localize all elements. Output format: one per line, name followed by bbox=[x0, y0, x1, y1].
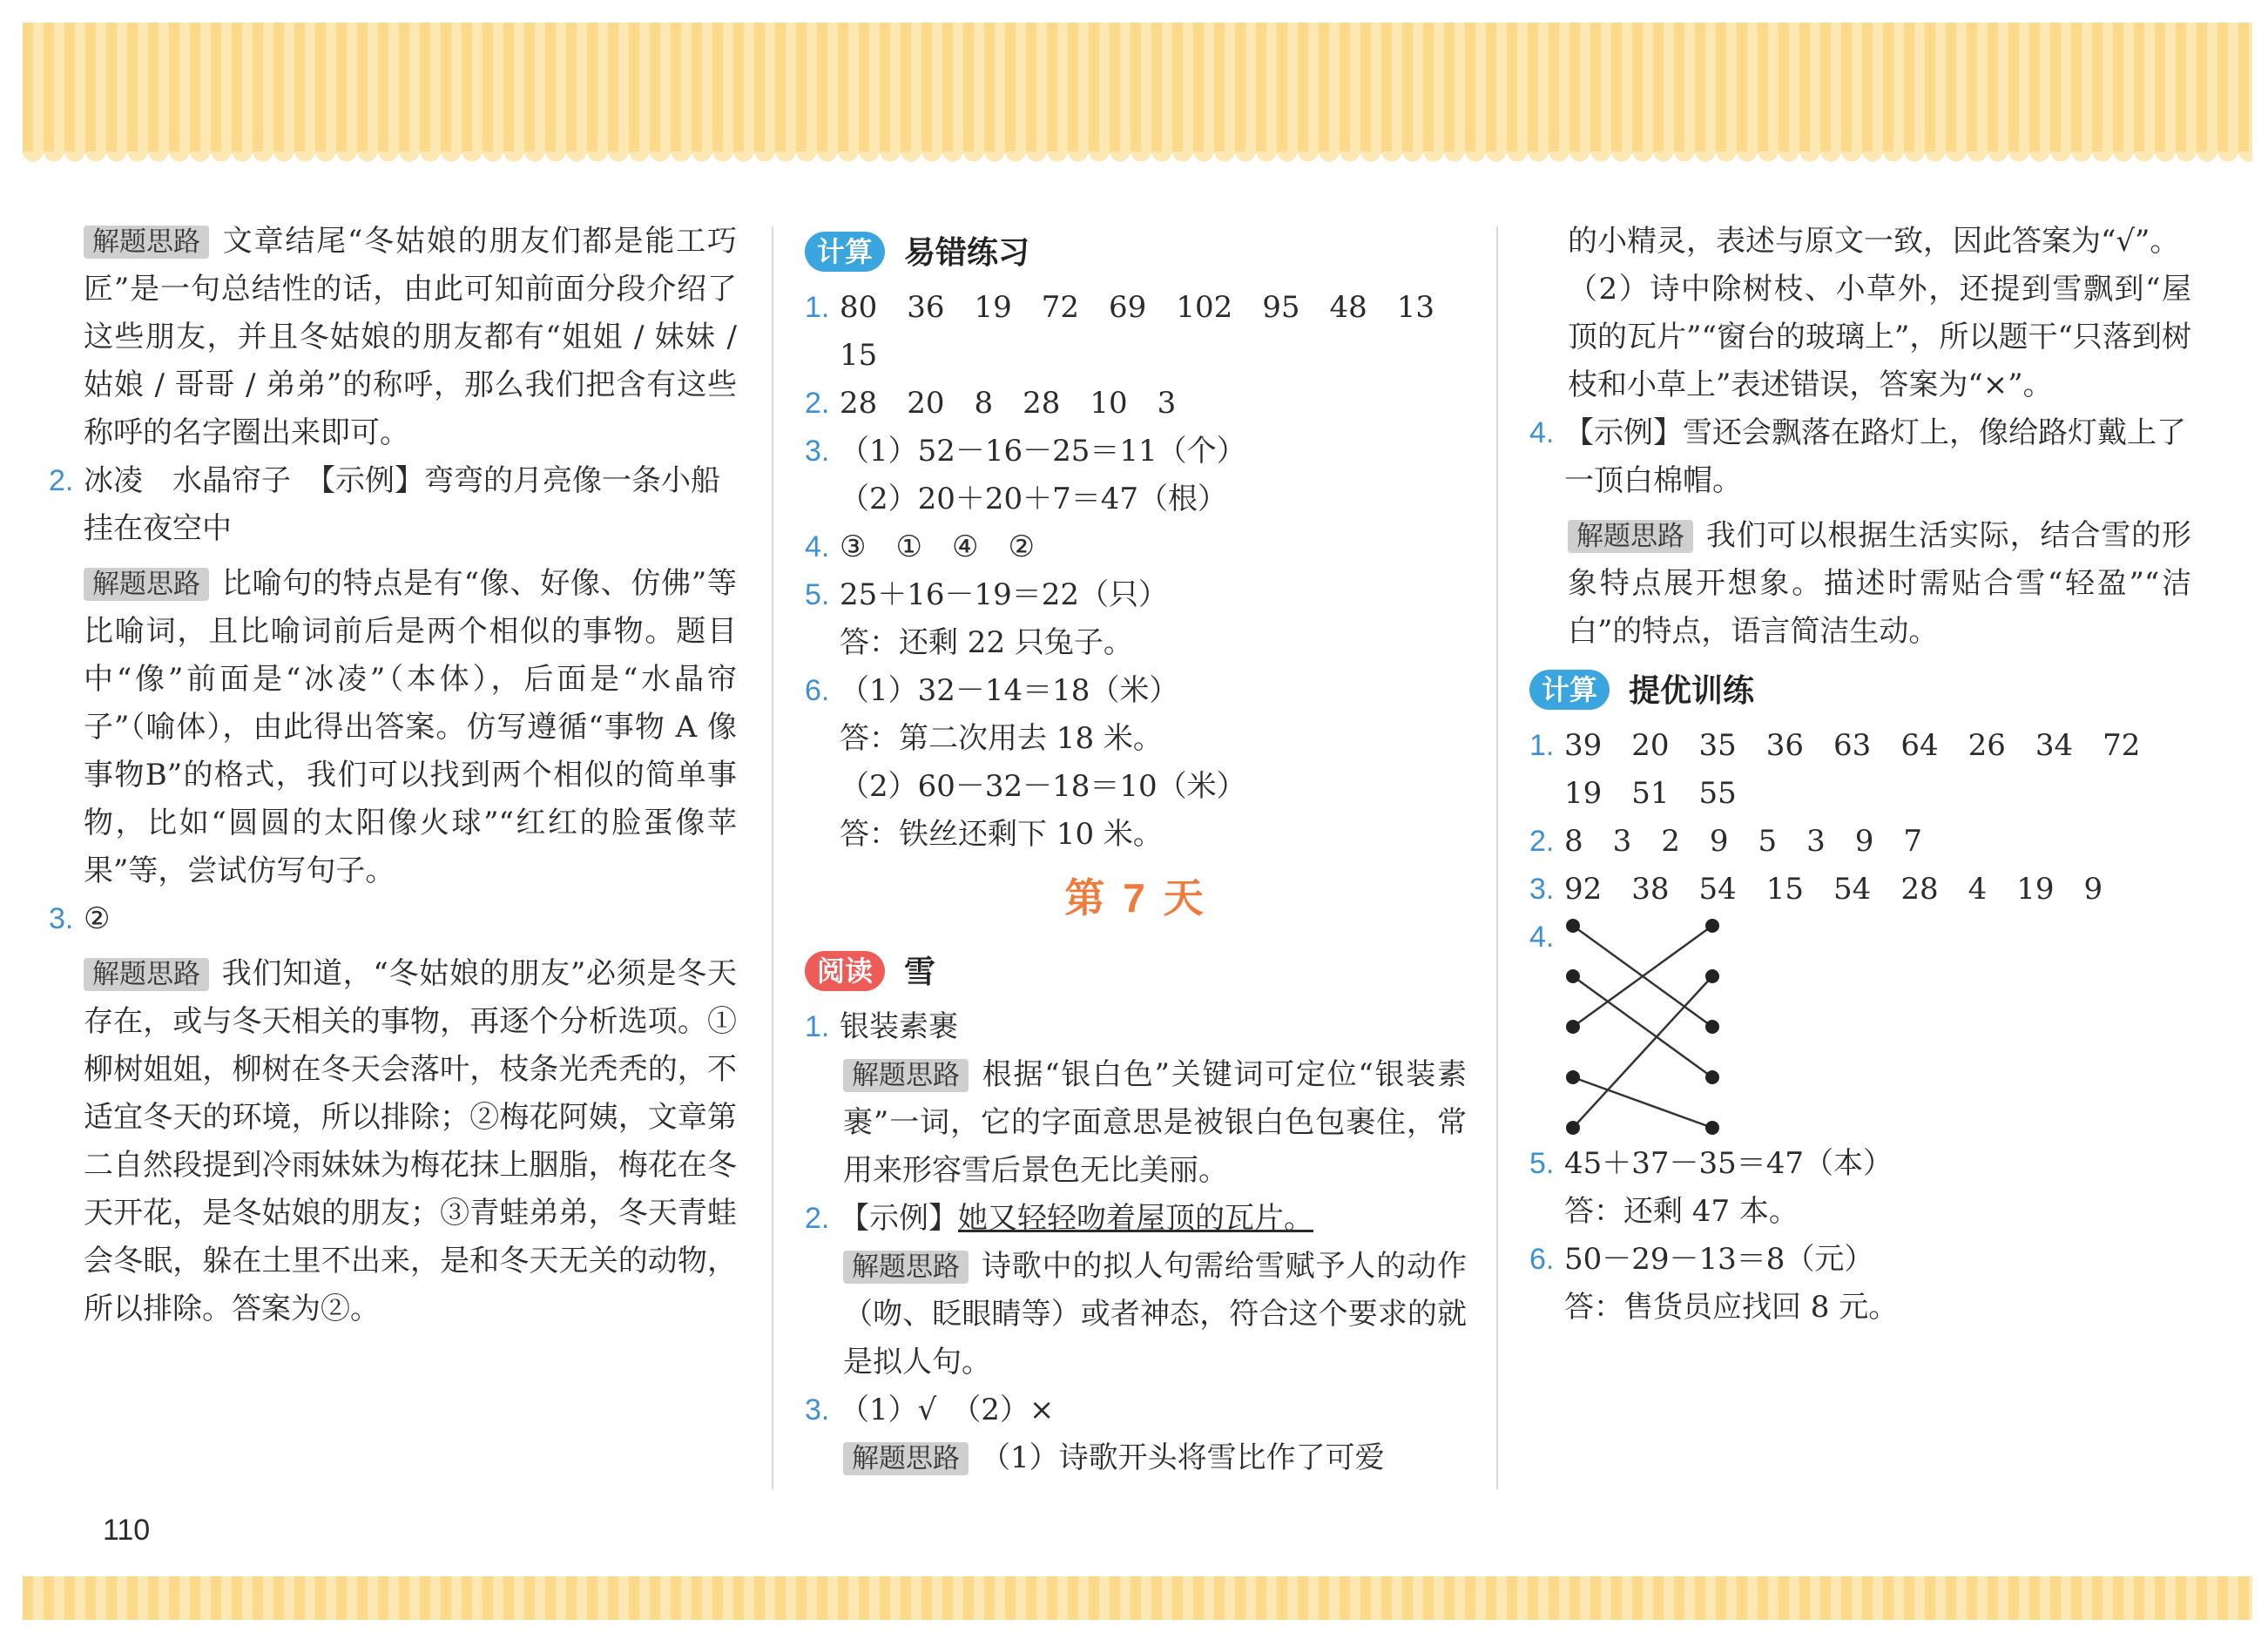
answer-item bbox=[805, 523, 1467, 571]
section-tag: 计算 bbox=[1529, 670, 1610, 710]
answer-item bbox=[1529, 770, 2191, 818]
hint-badge: 解题思路 bbox=[84, 568, 209, 601]
matching-diagram bbox=[1564, 914, 1756, 1140]
hint-paragraph: 解题思路 诗歌中的拟人句需给雪赋予人的动作（吻、眨眼睛等）或者神态，符合这个要求的就是拟人句。 bbox=[843, 1249, 1467, 1379]
answer-list bbox=[1529, 1140, 2191, 1332]
header-banner bbox=[23, 23, 2252, 153]
answer-item bbox=[805, 476, 1467, 523]
answer-item bbox=[805, 284, 1467, 380]
item-text: 答：还剩 22 只兔子。 bbox=[840, 625, 1133, 660]
match-line bbox=[1573, 976, 1712, 1128]
answer-item bbox=[805, 763, 1467, 811]
answer-item: 2. 【示例】 她又轻轻吻着屋顶的瓦片。 bbox=[805, 1201, 1313, 1236]
answer-item bbox=[1529, 722, 2191, 770]
item-text: 45＋37－35＝47（本） bbox=[1564, 1146, 1893, 1181]
match-dot bbox=[1566, 1121, 1580, 1135]
answer-item bbox=[1529, 1236, 2191, 1284]
column-divider bbox=[772, 226, 773, 1489]
day-title: 第 7 天 bbox=[1064, 875, 1207, 921]
item-number: 4. bbox=[805, 530, 830, 563]
answer-item bbox=[805, 667, 1467, 715]
item-text: ③ ① ④ ② bbox=[840, 529, 1035, 564]
answer-item bbox=[805, 571, 1467, 619]
item-number bbox=[1529, 1284, 1564, 1332]
item-text: （2）20＋20＋7＝47（根） bbox=[840, 482, 1228, 516]
section-title: 雪 bbox=[904, 953, 936, 989]
match-dot bbox=[1705, 919, 1719, 933]
footer-band bbox=[23, 1576, 2252, 1620]
hint-paragraph: 解题思路 我们知道，“冬姑娘的朋友”必须是冬天存在，或与冬天相关的事物，再逐个分析选项。①柳树姐姐，柳树在冬天会落叶，枝条光秃秃的，不适宜冬天的环境，所以排除；②梅花阿姨，文章第二自然段提到冷雨妹妹为梅花抹上胭脂，梅花在冬天开花，是冬姑娘的朋友；③青蛙弟弟，冬天青蛙会冬眠，躲在土里不出来，是和冬天无关的动物，所以排除。答案为②。 bbox=[84, 956, 737, 1326]
answer-item bbox=[1529, 1140, 2191, 1188]
column-right bbox=[1529, 218, 2191, 1332]
item-text: 8 3 2 9 5 3 9 7 bbox=[1564, 824, 1923, 859]
hint-badge: 解题思路 bbox=[84, 226, 209, 259]
item-number: 3. bbox=[1529, 873, 1555, 906]
answer-item bbox=[1529, 1188, 2191, 1236]
item-text: 50－29－13＝8（元） bbox=[1564, 1242, 1874, 1277]
hint-badge: 解题思路 bbox=[843, 1442, 969, 1475]
item-text: 92 38 54 15 54 28 4 19 9 bbox=[1564, 872, 2103, 907]
section-title: 易错练习 bbox=[904, 233, 1030, 270]
match-dot bbox=[1566, 1020, 1580, 1034]
page-number: 110 bbox=[103, 1514, 151, 1547]
column-divider bbox=[1496, 226, 1498, 1489]
item-number: 6. bbox=[805, 674, 830, 707]
item-number: 1. bbox=[805, 291, 830, 324]
answer-item: 4. 【示例】雪还会飘落在路灯上，像给路灯戴上了一顶白棉帽。 bbox=[1529, 415, 2186, 498]
item-text: （1）32－14＝18（米） bbox=[840, 673, 1179, 708]
item-number: 2. bbox=[805, 387, 830, 420]
answer-item bbox=[805, 619, 1467, 667]
item-number: 2. bbox=[1529, 825, 1555, 858]
item-text: 答：第二次用去 18 米。 bbox=[840, 721, 1163, 756]
item-number bbox=[805, 763, 840, 811]
answer-item: 3. （1）√ （2）× bbox=[805, 1393, 1055, 1427]
section-tag: 阅读 bbox=[805, 951, 885, 991]
answer-list bbox=[1529, 722, 2191, 914]
item-number: 1. bbox=[1529, 729, 1555, 762]
item-text: 19 51 55 bbox=[1564, 776, 1737, 811]
item-text: 25＋16－19＝22（只） bbox=[840, 577, 1169, 612]
item-text: 80 36 19 72 69 102 95 48 13 15 bbox=[840, 290, 1465, 373]
item-number: 3. bbox=[805, 435, 830, 468]
item-text: 答：铁丝还剩下 10 米。 bbox=[840, 817, 1163, 852]
hint-paragraph: 解题思路 比喻句的特点是有“像、好像、仿佛”等比喻词，且比喻词前后是两个相似的事物。题目中“像”前面是“冰凌”（本体），后面是“水晶帘子”（喻体），由此得出答案。仿写遵循“事物 A 像事物B”的格式，我们可以找到两个相似的简单事物，比如“圆圆的太阳像火球”“红红的脸蛋像苹果”等，尝试仿写句子。 bbox=[84, 566, 737, 888]
answer-item bbox=[805, 811, 1467, 859]
section-tag: 计算 bbox=[805, 232, 885, 272]
continued-text: 的小精灵，表述与原文一致，因此答案为“√”。 bbox=[1568, 224, 2180, 259]
answer-item: 1. 银装素裹 bbox=[805, 1009, 958, 1044]
item-text: 39 20 35 36 63 64 26 34 72 bbox=[1564, 728, 2141, 763]
column-middle bbox=[805, 218, 1467, 1482]
answer-item: 3. ② bbox=[49, 901, 111, 936]
hint-paragraph: 解题思路 （1）诗歌开头将雪比作了可爱 bbox=[805, 1434, 1467, 1482]
match-dot bbox=[1566, 1070, 1580, 1084]
item-number bbox=[1529, 1188, 1564, 1236]
hint-badge: 解题思路 bbox=[843, 1059, 969, 1092]
hint-paragraph: 解题思路 文章结尾“冬姑娘的朋友们都是能工巧匠”是一句总结性的话，由此可知前面分段介绍了这些朋友，并且冬姑娘的朋友都有“姐姐 / 妹妹 / 姑娘 / 哥哥 / 弟弟”的称呼，那么我们把含有这些称呼的名字圈出来即可。 bbox=[84, 224, 737, 450]
match-line bbox=[1573, 1077, 1712, 1128]
hint-badge: 解题思路 bbox=[843, 1251, 969, 1284]
hint-badge: 解题思路 bbox=[84, 958, 209, 991]
item-number bbox=[1529, 770, 1564, 818]
item-text: 答：售货员应找回 8 元。 bbox=[1564, 1290, 1899, 1325]
item-number bbox=[805, 715, 840, 763]
match-dot bbox=[1705, 1121, 1719, 1135]
answer-list bbox=[805, 284, 1467, 859]
match-dot bbox=[1705, 969, 1719, 983]
section-title: 提优训练 bbox=[1629, 671, 1755, 708]
continued-text: （2）诗中除树枝、小草外，还提到雪飘到“屋顶的瓦片”“窗台的玻璃上”，所以题干“只落到树枝和小草上”表述错误，答案为“×”。 bbox=[1568, 272, 2191, 402]
item-number: 5. bbox=[805, 578, 830, 611]
match-dot bbox=[1566, 919, 1580, 933]
item-text: （2）60－32－18＝10（米） bbox=[840, 769, 1246, 804]
hint-paragraph: 解题思路 根据“银白色”关键词可定位“银装素裹”一词，它的字面意思是被银白色包裹住，常用来形容雪后景色无比美丽。 bbox=[843, 1057, 1467, 1188]
answer-item bbox=[805, 715, 1467, 763]
answer-item: 2. 冰凌 水晶帘子 【示例】弯弯的月亮像一条小船挂在夜空中 bbox=[49, 463, 720, 546]
hint-badge: 解题思路 bbox=[1568, 520, 1693, 553]
item-number: 6. bbox=[1529, 1243, 1555, 1276]
answer-item bbox=[805, 428, 1467, 476]
item-number bbox=[805, 476, 840, 523]
match-line bbox=[1573, 976, 1712, 1077]
item-number bbox=[805, 619, 840, 667]
column-left bbox=[49, 218, 737, 1333]
item-text: 28 20 8 28 10 3 bbox=[840, 386, 1177, 421]
section-header bbox=[805, 221, 1467, 282]
section-header bbox=[805, 941, 1467, 1002]
matching-answer: 4. bbox=[1529, 914, 2191, 1140]
item-text: （1）52－16－25＝11（个） bbox=[840, 434, 1246, 469]
answer-item bbox=[805, 380, 1467, 428]
answer-item bbox=[1529, 866, 2191, 914]
answer-item bbox=[1529, 1284, 2191, 1332]
match-dot bbox=[1705, 1070, 1719, 1084]
answer-item bbox=[1529, 818, 2191, 866]
item-text: 答：还剩 47 本。 bbox=[1564, 1194, 1799, 1229]
section-header bbox=[1529, 659, 2191, 720]
item-number bbox=[805, 811, 840, 859]
match-dot bbox=[1705, 1020, 1719, 1034]
item-number: 5. bbox=[1529, 1147, 1555, 1180]
match-dot bbox=[1566, 969, 1580, 983]
hint-paragraph: 解题思路 我们可以根据生活实际，结合雪的形象特点展开想象。描述时需贴合雪“轻盈”“洁白”的特点，语言简洁生动。 bbox=[1568, 518, 2191, 649]
